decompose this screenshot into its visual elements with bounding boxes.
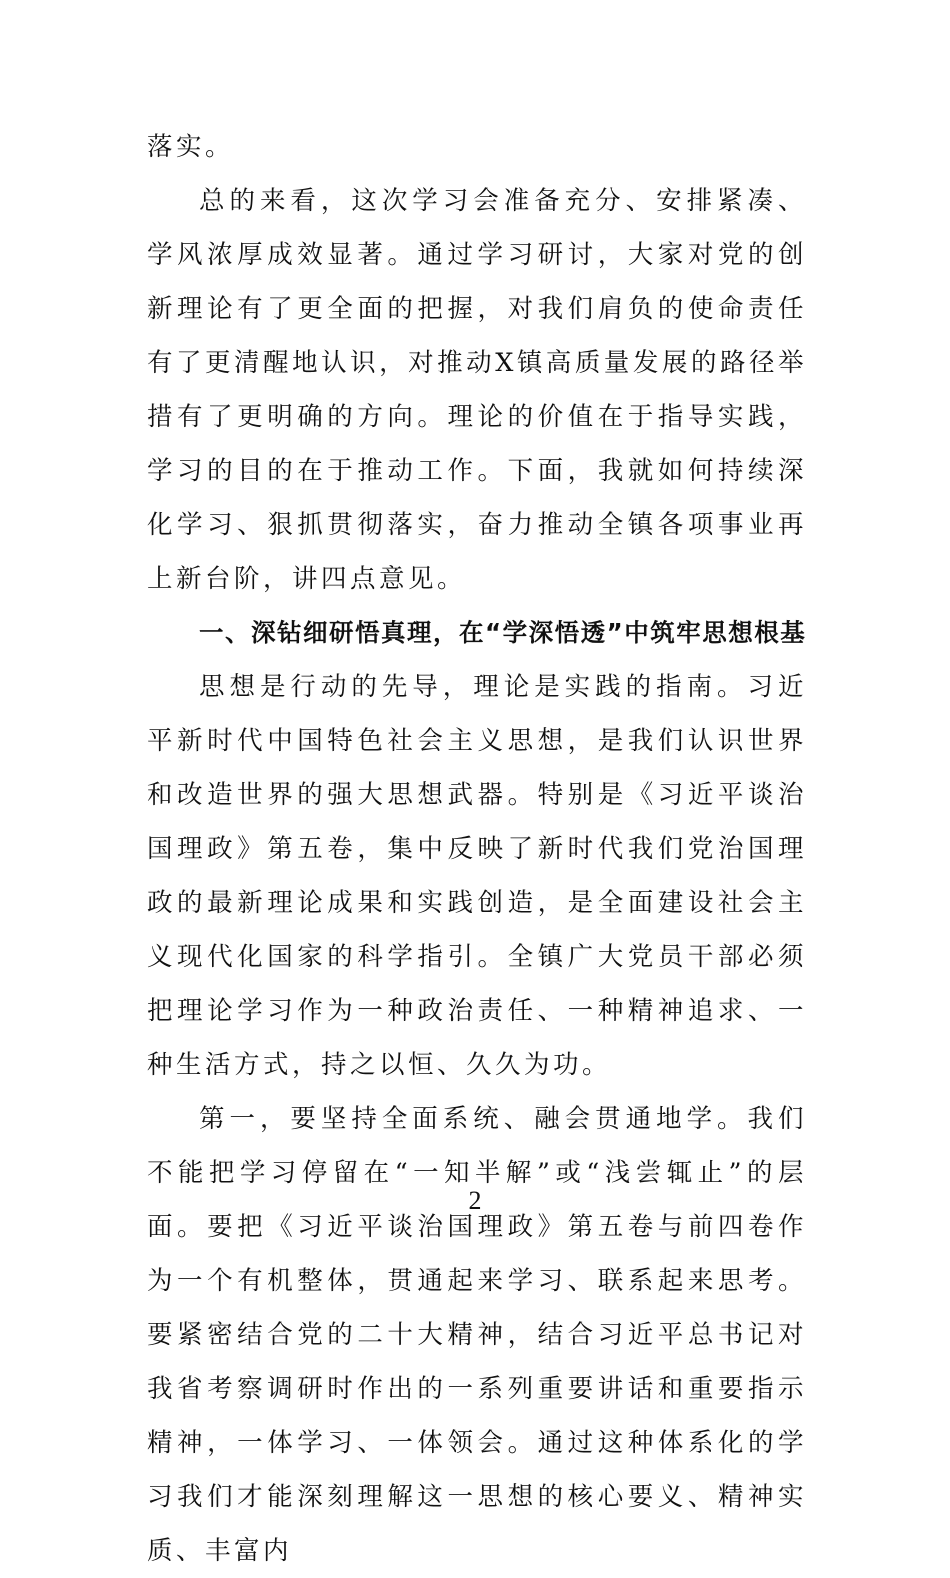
paragraph-theory: 思想是行动的先导，理论是实践的指南。习近平新时代中国特色社会主义思想，是我们认识世界和改造世界的强大思想武器。特别是《习近平谈治国理政》第五卷，集中反映了新时代我们党治国理政的最新理论成果和实践创造，是全面建设社会主义现代化国家的科学指引。全镇广大党员干部必须把理论学习作为一种政治责任、一种精神追求、一种生活方式，持之以恒、久久为功。 [147, 672, 807, 1080]
document-body [147, 120, 807, 1578]
paragraph-summary: 总的来看，这次学习会准备充分、安排紧凑、学风浓厚成效显著。通过学习研讨，大家对党的创新理论有了更全面的把握，对我们肩负的使命责任有了更清醒地认识，对推动X镇高质量发展的路径举措有了更明确的方向。理论的价值在于指导实践，学习的目的在于推动工作。下面，我就如何持续深化学习、狠抓贯彻落实，奋力推动全镇各项事业再上新台阶，讲四点意见。 [147, 186, 807, 594]
page-number: 2 [468, 1186, 482, 1215]
paragraph-continuation: 落实。 [147, 132, 235, 162]
paragraph-first-point: 第一，要坚持全面系统、融会贯通地学。我们不能把学习停留在“一知半解”或“浅尝辄止”的层面。要把《习近平谈治国理政》第五卷与前四卷作为一个有机整体，贯通起来学习、联系起来思考。要紧密结合党的二十大精神，结合习近平总书记对我省考察调研时作出的一系列重要讲话和重要指示精神，一体学习、一体领会。通过这种体系化的学习我们才能深刻理解这一思想的核心要义、精神实质、丰富内 [147, 1104, 807, 1566]
section-heading: 一、深钻细研悟真理，在“学深悟透”中筑牢思想根基 [199, 618, 807, 647]
